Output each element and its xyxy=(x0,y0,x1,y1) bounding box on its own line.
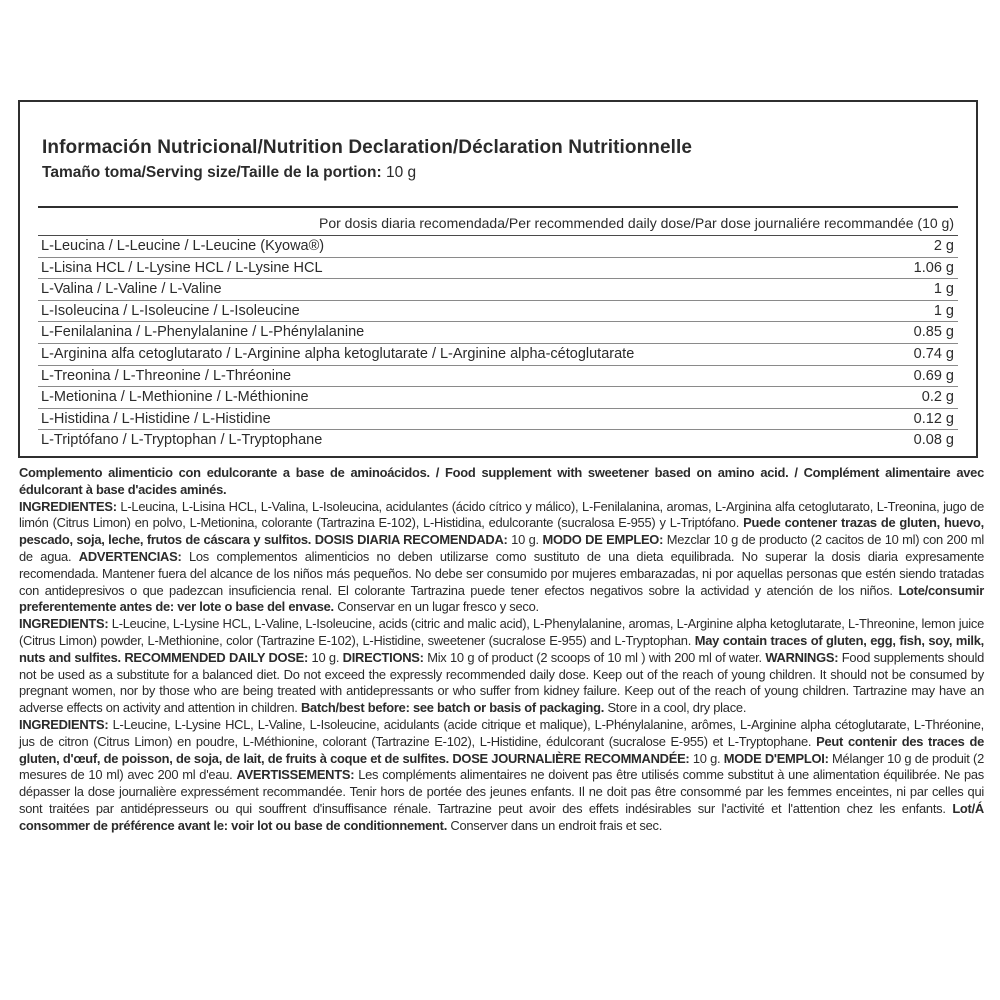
nutrient-name: L-Isoleucina / L-Isoleucine / L-Isoleucine xyxy=(41,302,300,319)
nutrient-amount: 2 g xyxy=(933,238,954,254)
es-warnings-label: ADVERTENCIAS: xyxy=(78,548,182,564)
nutrient-name: L-Lisina HCL / L-Lysine HCL / L-Lysine HCL xyxy=(41,259,323,276)
table-rows xyxy=(38,236,958,451)
en-use: Mix 10 g of product (2 scoops of 10 ml ) with 200 ml of water. xyxy=(423,649,766,665)
french-section xyxy=(19,717,984,835)
es-dose: 10 g. xyxy=(507,532,543,548)
table-row xyxy=(38,344,958,366)
table-row xyxy=(38,387,958,409)
en-storage: Store in a cool, dry place. xyxy=(604,700,747,716)
spanish-section xyxy=(19,499,984,617)
table-row xyxy=(38,366,958,388)
es-ingredients: L-Leucina, L-Lisina HCL, L-Valina, L-Isoleucina, acidulantes (ácido cítrico y málico), L-Fenilalanina, aromas, L-Arginina alfa cetoglutarato, L-Treonina, jugo de limón (Citrus Limon) en polvo, L-Metionina, colorante (Tartrazina E-102), L-Histidina, edulcorante (sucralosa E-955) y L-Triptófano. xyxy=(19,498,984,531)
nutrient-amount: 1.06 g xyxy=(913,259,954,276)
en-warnings-label: WARNINGS: xyxy=(765,649,839,665)
es-allergens: Puede contener trazas de gluten, huevo, pescado, soja, leche, frutos de cáscara y sulfitos. xyxy=(19,515,984,548)
es-storage: Conservar en un lugar fresco y seco. xyxy=(333,599,539,615)
es-ingredients-label: INGREDIENTES: xyxy=(19,498,117,514)
nutrient-amount: 0.74 g xyxy=(913,345,954,362)
nutrient-amount: 0.08 g xyxy=(913,432,954,449)
fr-batch: Lot/Á consommer de préférence avant le: voir lot ou base de conditionnement. xyxy=(19,800,984,833)
es-warnings: Los complementos alimenticios no deben utilizarse como sustituto de una dieta equilibrada. No superar la dosis diaria expresamente recomendada. Mantener fuera del alcance de los niños más pequeños. No debe ser consumido por mujeres embarazadas, ni por aquellas personas que estén siendo tratadas con antidepresivos o que padezcan insuficiencia renal. El colorante Tartrazina puede tener efectos negativos sobre la actividad y atención de los niños. xyxy=(19,548,984,598)
en-batch: Batch/best before: see batch or basis of packaging. xyxy=(300,700,605,716)
table-top-rule xyxy=(38,206,958,208)
table-header: Por dosis diaria recomendada/Per recommended daily dose/Par dose journaliére recommandée (10 g) xyxy=(38,212,958,236)
serving-size-value: 10 g xyxy=(385,164,417,181)
fr-use: Mélanger 10 g de produit (2 mesures de 10 ml) avec 200 ml d'eau. xyxy=(19,750,984,783)
es-batch: Lote/consumir preferentemente antes de: ver lote o base del envase. xyxy=(19,582,984,615)
nutrient-name: L-Arginina alfa cetoglutarato / L-Arginine alpha ketoglutarate / L-Arginine alpha-cétoglutarate xyxy=(41,345,635,362)
nutrient-amount: 1 g xyxy=(933,302,954,319)
fr-ingredients-label: INGREDIENTS: xyxy=(19,716,109,732)
en-ingredients: L-Leucine, L-Lysine HCL, L-Valine, L-Isoleucine, acids (citric and malic acid), L-Phenylalanine, aromas, L-Arginine alpha ketoglutarate, L-Threonine, lemon juice (Citrus Limon) powder, L-Methionine, color (Tartrazine E-102), L-Histidine, sweetener (sucralose E-955) and L-Tryptophan. xyxy=(19,616,984,648)
table-row xyxy=(38,236,958,258)
fr-warnings: Les compléments alimentaires ne doivent pas être utilisés comme substitut à une alimentation équilibrée. Ne pas dépasser la dose journalière expressément recommandée. Tenir hors de portée des jeunes enfants. Il ne doit pas être consommé par les femmes enceintes, ni par celles qui sont traitées par antidépresseurs ou qui souffrent d'insuffisance rénale. Tartrazine peut avoir des effets indésirables sur l'activité et l'attention chez les enfants. xyxy=(19,767,984,816)
es-use-label: MODO DE EMPLEO: xyxy=(542,532,664,548)
nutrient-name: L-Treonina / L-Threonine / L-Thréonine xyxy=(41,367,292,384)
english-section xyxy=(19,616,984,717)
fr-allergens: Peut contenir des traces de gluten, d'œuf, de poisson, de soja, de lait, de fruits à coque et de sulfites. xyxy=(19,733,984,766)
nutrient-name: L-Valina / L-Valine / L-Valine xyxy=(41,281,222,298)
nutrient-name: L-Metionina / L-Methionine / L-Méthionine xyxy=(41,389,309,406)
en-use-label: DIRECTIONS: xyxy=(342,649,424,665)
en-dose: 10 g. xyxy=(308,649,343,665)
nutrient-amount: 0.85 g xyxy=(913,324,954,341)
nutrient-amount: 1 g xyxy=(933,281,954,298)
nutrition-table xyxy=(38,212,958,451)
nutrition-title: Información Nutricional/Nutrition Declaration/Déclaration Nutritionnelle xyxy=(42,137,693,158)
fr-warnings-label: AVERTISSEMENTS: xyxy=(236,767,355,783)
serving-size-label: Tamaño toma/Serving size/Taille de la portion: xyxy=(42,164,382,181)
table-row xyxy=(38,301,958,323)
fr-dose-label: DOSE JOURNALIÈRE RECOMMANDÉE: xyxy=(448,750,690,766)
nutrient-amount: 0.2 g xyxy=(921,389,954,406)
nutrient-name: L-Fenilalanina / L-Phenylalanine / L-Phénylalanine xyxy=(41,324,365,341)
serving-size xyxy=(42,164,416,182)
product-description: Complemento alimenticio con edulcorante a base de aminoácidos. / Food supplement with sweetener based on amino acid. / Complément alimentaire avec édulcorant à base d'acides aminés. xyxy=(19,465,984,497)
table-row xyxy=(38,258,958,280)
en-warnings: Food supplements should not be used as a substitute for a balanced diet. Do not exceed the expressly recommended daily dose. Keep out of the reach of young children. It should not be consumed by pregnant women, nor by those who are being treated with antidepressants or who suffer from kidney failure. Keep out of the reach of young children. Tartrazine may have an adverse effects on activity and attention in children. xyxy=(19,649,984,716)
label-text-block xyxy=(19,465,984,835)
es-dose-label: DOSIS DIARIA RECOMENDADA: xyxy=(311,532,508,548)
table-row xyxy=(38,409,958,431)
fr-ingredients: L-Leucine, L-Lysine HCL, L-Valine, L-Isoleucine, acidulants (acide citrique et malique), L-Phénylalanine, arômes, L-Arginine alpha cétoglutarate, L-Thréonine, jus de citron (Citrus Limon) en poudre, L-Méthionine, colorant (Tartrazine E-102), L-Histidine, édulcorant (sucralose E-955) et L-Tryptophane. xyxy=(19,716,984,749)
en-dose-label: RECOMMENDED DAILY DOSE: xyxy=(120,649,309,665)
en-allergens: May contain traces of gluten, egg, fish, soy, milk, nuts and sulfites. xyxy=(19,632,984,665)
es-use: Mezclar 10 g de producto (2 cacitos de 10 ml) con 200 ml de agua. xyxy=(19,532,984,564)
nutrient-amount: 0.12 g xyxy=(913,410,954,427)
en-ingredients-label: INGREDIENTS: xyxy=(19,616,109,632)
table-row xyxy=(38,322,958,344)
nutrient-name: L-Histidina / L-Histidine / L-Histidine xyxy=(41,410,271,427)
nutrient-amount: 0.69 g xyxy=(913,367,954,384)
table-row xyxy=(38,430,958,451)
fr-storage: Conserver dans un endroit frais et sec. xyxy=(447,817,663,833)
nutrient-name: L-Triptófano / L-Tryptophan / L-Tryptophane xyxy=(41,432,323,449)
table-row xyxy=(38,279,958,301)
fr-dose: 10 g. xyxy=(689,750,724,766)
nutrient-name: L-Leucina / L-Leucine / L-Leucine (Kyowa®) xyxy=(41,238,325,254)
fr-use-label: MODE D'EMPLOI: xyxy=(723,750,829,766)
